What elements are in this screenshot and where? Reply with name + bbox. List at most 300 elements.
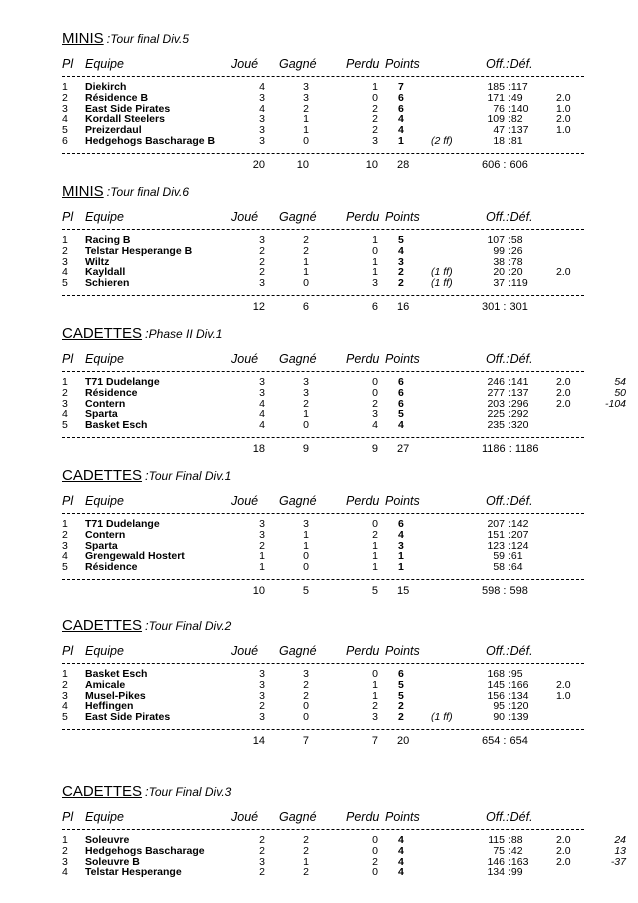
total-offdef: 606 : 606 — [482, 158, 528, 171]
cell-pl: 2 — [62, 844, 68, 857]
cell-off: 76 — [493, 102, 505, 115]
standings-rows — [0, 377, 638, 431]
total-offdef: 654 : 654 — [482, 735, 528, 747]
cell-joue: 2 — [259, 539, 265, 552]
cell-off: 115 — [488, 834, 505, 846]
standings-rows — [0, 835, 638, 878]
cell-ratio: 2.0 — [556, 855, 571, 868]
division-name: Tour Final Div.2 — [148, 619, 232, 633]
cell-gagne: 0 — [303, 711, 309, 724]
total-joue: 10 — [252, 585, 265, 597]
cell-perdu: 0 — [372, 91, 378, 104]
header-pl: Pl — [62, 57, 74, 71]
cell-def: :320 — [508, 419, 529, 432]
cell-perdu: 0 — [372, 834, 378, 846]
header-joue: Joué — [231, 352, 259, 366]
total-gagne: 7 — [302, 735, 309, 747]
header-joue: Joué — [231, 210, 259, 224]
table-row — [0, 846, 638, 857]
header-offdef: Off.:Déf. — [486, 644, 533, 658]
cell-team: T71 Dudelange — [85, 376, 160, 388]
cell-off: 277 — [487, 386, 505, 399]
cell-team: Soleuvre — [85, 834, 130, 846]
header-divider — [62, 513, 584, 514]
total-gagne: 6 — [302, 301, 309, 313]
section-title — [62, 30, 189, 48]
standings-rows — [0, 82, 638, 147]
cell-pl: 1 — [62, 376, 68, 388]
cell-pl: 2 — [62, 244, 68, 257]
total-gagne: 5 — [302, 585, 309, 597]
cell-points: 5 — [398, 678, 404, 691]
header-joue: Joué — [231, 494, 259, 508]
cell-def: :137 — [508, 124, 529, 137]
cell-pl: 3 — [62, 397, 68, 410]
header-perdu: Perdu — [346, 210, 380, 224]
cell-team: Sparta — [85, 408, 118, 421]
cell-joue: 1 — [259, 561, 265, 574]
cell-def: :20 — [508, 266, 523, 279]
cell-gagne: 0 — [303, 134, 309, 147]
table-row — [0, 867, 638, 878]
cell-joue: 2 — [259, 244, 265, 257]
header-pl: Pl — [62, 810, 74, 824]
cell-joue: 3 — [259, 518, 265, 530]
cell-gagne: 1 — [303, 255, 309, 268]
cell-perdu: 1 — [372, 561, 378, 574]
cell-off: 123 — [487, 539, 505, 552]
cell-gagne: 3 — [303, 668, 309, 680]
cell-joue: 4 — [259, 397, 265, 410]
cell-perdu: 1 — [372, 81, 378, 93]
table-row — [0, 136, 638, 147]
cell-gagne: 3 — [303, 518, 309, 530]
header-gagne: Gagné — [279, 210, 317, 224]
cell-forfeit: (2 ff) — [431, 134, 453, 147]
cell-gagne: 2 — [303, 834, 309, 846]
cell-joue: 3 — [259, 277, 265, 290]
cell-perdu: 0 — [372, 244, 378, 257]
total-gagne: 10 — [296, 158, 309, 171]
cell-joue: 3 — [259, 124, 265, 137]
cell-pl: 1 — [62, 234, 68, 246]
header-offdef: Off.:Déf. — [486, 810, 533, 824]
cell-team: Hedgehogs Bascharage B — [85, 134, 216, 147]
cell-team: Soleuvre B — [85, 855, 140, 868]
cell-gagne: 0 — [303, 419, 309, 432]
cell-ratio: 2.0 — [556, 844, 571, 857]
header-equipe: Equipe — [85, 352, 124, 366]
cell-perdu: 1 — [372, 550, 378, 563]
cell-team: Contern — [85, 528, 126, 541]
cell-gagne: 0 — [303, 561, 309, 574]
header-offdef: Off.:Déf. — [486, 210, 533, 224]
footer-divider — [62, 295, 584, 296]
cell-def: :61 — [508, 550, 523, 563]
cell-team: Amicale — [85, 678, 126, 691]
cell-points: 7 — [398, 81, 404, 93]
cell-gagne: 3 — [303, 376, 309, 388]
cell-off: 185 — [487, 81, 505, 93]
cell-points: 1 — [398, 561, 404, 574]
cell-def: :26 — [508, 244, 523, 257]
title-colon: : — [145, 326, 149, 341]
cell-joue: 1 — [259, 550, 265, 563]
header-joue: Joué — [231, 57, 259, 71]
cell-perdu: 2 — [372, 855, 378, 868]
cell-pl: 4 — [62, 408, 68, 421]
table-row — [0, 712, 638, 723]
cell-ratio: 1.0 — [556, 689, 571, 702]
table-row — [0, 562, 638, 573]
title-colon: : — [145, 468, 149, 483]
cell-team: Kayldall — [85, 266, 126, 279]
cell-gagne: 1 — [303, 113, 309, 126]
header-equipe: Equipe — [85, 494, 124, 508]
header-pl: Pl — [62, 644, 74, 658]
standings-rows — [0, 235, 638, 289]
cell-def: :140 — [508, 102, 529, 115]
header-points: Points — [385, 352, 420, 366]
cell-joue: 2 — [259, 700, 265, 713]
header-offdef: Off.:Déf. — [486, 352, 533, 366]
cell-pl: 6 — [62, 134, 68, 147]
cell-off: 151 — [487, 528, 505, 541]
cell-off: 134 — [487, 866, 505, 879]
section-title — [62, 183, 189, 201]
total-points: 16 — [397, 301, 410, 313]
header-gagne: Gagné — [279, 57, 317, 71]
cell-diff: 13 — [614, 844, 626, 857]
division-name: Tour final Div.6 — [110, 185, 189, 199]
header-gagne: Gagné — [279, 644, 317, 658]
cell-ratio: 2.0 — [556, 397, 571, 410]
cell-diff: 50 — [614, 386, 626, 399]
cell-def: :58 — [508, 234, 523, 246]
cell-gagne: 1 — [303, 124, 309, 137]
cell-team: Sparta — [85, 539, 118, 552]
cell-ratio: 1.0 — [556, 124, 571, 137]
standings-rows — [0, 519, 638, 573]
header-perdu: Perdu — [346, 644, 380, 658]
section-title — [62, 783, 231, 801]
cell-ratio: 2.0 — [556, 678, 571, 691]
total-perdu: 9 — [371, 443, 378, 455]
cell-ratio: 2.0 — [556, 113, 571, 126]
cell-pl: 4 — [62, 266, 68, 279]
cell-def: :163 — [508, 855, 529, 868]
cell-perdu: 2 — [372, 397, 378, 410]
footer-divider — [62, 729, 584, 730]
cell-gagne: 2 — [303, 866, 309, 879]
standings-rows — [0, 669, 638, 723]
cell-def: :119 — [508, 277, 528, 290]
column-headers — [0, 352, 638, 368]
table-row — [0, 246, 638, 257]
header-points: Points — [385, 210, 420, 224]
section-title — [62, 325, 222, 343]
cell-joue: 4 — [259, 102, 265, 115]
cell-gagne: 1 — [303, 528, 309, 541]
cell-perdu: 0 — [372, 386, 378, 399]
cell-joue: 3 — [259, 855, 265, 868]
total-points: 27 — [397, 443, 410, 455]
table-row — [0, 680, 638, 691]
division-name: Tour final Div.5 — [110, 32, 189, 46]
cell-def: :78 — [508, 255, 523, 268]
column-headers — [0, 494, 638, 510]
header-gagne: Gagné — [279, 352, 317, 366]
cell-def: :117 — [508, 81, 528, 93]
total-joue: 18 — [252, 443, 265, 455]
cell-perdu: 1 — [372, 234, 378, 246]
cell-off: 75 — [493, 844, 505, 857]
cell-pl: 5 — [62, 419, 68, 432]
cell-off: 37 — [493, 277, 505, 290]
header-equipe: Equipe — [85, 210, 124, 224]
cell-team: Résidence B — [85, 91, 149, 104]
cell-points: 3 — [398, 539, 404, 552]
cell-off: 20 — [493, 266, 505, 279]
cell-off: 107 — [487, 234, 505, 246]
totals-row — [0, 301, 638, 313]
cell-off: 58 — [493, 561, 505, 574]
cell-gagne: 2 — [303, 102, 309, 115]
cell-gagne: 1 — [303, 408, 309, 421]
cell-team: Grengewald Hostert — [85, 550, 185, 563]
total-joue: 20 — [252, 158, 265, 171]
cell-team: East Side Pirates — [85, 102, 171, 115]
cell-joue: 3 — [259, 711, 265, 724]
cell-def: :137 — [508, 386, 529, 399]
league-name: MINIS — [62, 30, 104, 47]
total-perdu: 7 — [371, 735, 378, 747]
cell-pl: 5 — [62, 561, 68, 574]
division-name: Tour Final Div.1 — [148, 469, 232, 483]
cell-pl: 2 — [62, 528, 68, 541]
total-offdef: 598 : 598 — [482, 585, 528, 597]
cell-pl: 2 — [62, 678, 68, 691]
cell-gagne: 2 — [303, 689, 309, 702]
cell-forfeit: (1 ff) — [431, 266, 453, 279]
cell-gagne: 1 — [303, 539, 309, 552]
cell-points: 4 — [398, 244, 404, 257]
cell-def: :141 — [508, 376, 529, 388]
total-perdu: 6 — [371, 301, 378, 313]
total-perdu: 10 — [365, 158, 378, 171]
header-offdef: Off.:Déf. — [486, 494, 533, 508]
cell-pl: 5 — [62, 277, 68, 290]
league-name: CADETTES — [62, 783, 143, 800]
cell-def: :81 — [508, 134, 523, 147]
cell-points: 5 — [398, 408, 404, 421]
cell-team: Racing B — [85, 234, 131, 246]
cell-perdu: 3 — [372, 277, 378, 290]
cell-ratio: 1.0 — [556, 102, 571, 115]
cell-gagne: 2 — [303, 844, 309, 857]
totals-row — [0, 159, 638, 171]
header-joue: Joué — [231, 810, 259, 824]
table-row — [0, 388, 638, 399]
cell-joue: 3 — [259, 689, 265, 702]
cell-perdu: 3 — [372, 711, 378, 724]
title-colon: : — [145, 618, 149, 633]
cell-off: 171 — [487, 91, 505, 104]
total-joue: 12 — [252, 301, 265, 313]
cell-points: 2 — [398, 266, 404, 279]
cell-gagne: 3 — [303, 91, 309, 104]
totals-row — [0, 443, 638, 455]
cell-def: :207 — [508, 528, 529, 541]
header-points: Points — [385, 810, 420, 824]
cell-def: :292 — [508, 408, 529, 421]
cell-diff: 54 — [614, 376, 626, 388]
cell-off: 225 — [487, 408, 505, 421]
cell-points: 6 — [398, 376, 404, 388]
header-perdu: Perdu — [346, 494, 380, 508]
cell-points: 2 — [398, 711, 404, 724]
header-divider — [62, 829, 584, 830]
cell-gagne: 1 — [303, 266, 309, 279]
division-name: Tour Final Div.3 — [148, 785, 232, 799]
cell-forfeit: (1 ff) — [431, 277, 453, 290]
totals-row — [0, 585, 638, 597]
header-pl: Pl — [62, 494, 74, 508]
cell-ratio: 2.0 — [556, 386, 571, 399]
cell-pl: 3 — [62, 539, 68, 552]
league-name: CADETTES — [62, 617, 143, 634]
cell-points: 1 — [398, 550, 404, 563]
column-headers — [0, 644, 638, 660]
cell-perdu: 2 — [372, 700, 378, 713]
cell-perdu: 0 — [372, 376, 378, 388]
cell-off: 235 — [487, 419, 505, 432]
column-headers — [0, 810, 638, 826]
cell-points: 4 — [398, 834, 404, 846]
cell-diff: 24 — [614, 834, 626, 846]
header-divider — [62, 229, 584, 230]
cell-off: 18 — [493, 134, 505, 147]
cell-off: 47 — [493, 124, 505, 137]
cell-team: East Side Pirates — [85, 711, 171, 724]
cell-team: Résidence — [85, 386, 138, 399]
cell-joue: 2 — [259, 844, 265, 857]
cell-joue: 2 — [259, 866, 265, 879]
cell-joue: 3 — [259, 113, 265, 126]
cell-joue: 2 — [259, 834, 265, 846]
cell-points: 4 — [398, 844, 404, 857]
cell-points: 4 — [398, 866, 404, 879]
cell-def: :82 — [508, 113, 523, 126]
division-name: Phase II Div.1 — [148, 327, 223, 341]
cell-def: :124 — [508, 539, 529, 552]
cell-diff: -104 — [604, 397, 626, 410]
cell-points: 6 — [398, 102, 404, 115]
cell-team: Kordall Steelers — [85, 113, 165, 126]
cell-pl: 5 — [62, 124, 68, 137]
cell-perdu: 1 — [372, 266, 378, 279]
total-perdu: 5 — [371, 585, 378, 597]
header-gagne: Gagné — [279, 494, 317, 508]
cell-points: 5 — [398, 689, 404, 702]
header-points: Points — [385, 57, 420, 71]
cell-off: 246 — [487, 376, 505, 388]
cell-joue: 3 — [259, 668, 265, 680]
cell-off: 90 — [493, 711, 505, 724]
cell-perdu: 2 — [372, 528, 378, 541]
cell-team: Preizerdaul — [85, 124, 142, 137]
cell-points: 5 — [398, 234, 404, 246]
header-divider — [62, 663, 584, 664]
cell-joue: 3 — [259, 91, 265, 104]
footer-divider — [62, 437, 584, 438]
column-headers — [0, 210, 638, 226]
cell-perdu: 2 — [372, 113, 378, 126]
cell-team: Basket Esch — [85, 419, 148, 432]
cell-gagne: 2 — [303, 678, 309, 691]
cell-perdu: 3 — [372, 408, 378, 421]
cell-team: Schieren — [85, 277, 130, 290]
cell-pl: 3 — [62, 689, 68, 702]
cell-pl: 4 — [62, 700, 68, 713]
header-divider — [62, 76, 584, 77]
cell-ratio: 2.0 — [556, 834, 571, 846]
cell-off: 156 — [487, 689, 505, 702]
cell-diff: -37 — [610, 855, 626, 868]
header-equipe: Equipe — [85, 810, 124, 824]
cell-perdu: 1 — [372, 539, 378, 552]
total-offdef: 1186 : 1186 — [482, 443, 539, 455]
total-points: 20 — [397, 735, 410, 747]
cell-joue: 3 — [259, 134, 265, 147]
cell-joue: 3 — [259, 528, 265, 541]
cell-perdu: 2 — [372, 124, 378, 137]
cell-pl: 1 — [62, 518, 68, 530]
cell-team: Telstar Hesperange — [85, 866, 182, 879]
cell-off: 95 — [493, 700, 505, 713]
footer-divider — [62, 153, 584, 154]
cell-def: :95 — [508, 668, 523, 680]
cell-def: :134 — [508, 689, 529, 702]
table-row — [0, 93, 638, 104]
header-points: Points — [385, 494, 420, 508]
cell-pl: 4 — [62, 866, 68, 879]
totals-row — [0, 735, 638, 747]
cell-points: 2 — [398, 700, 404, 713]
header-perdu: Perdu — [346, 352, 380, 366]
cell-joue: 4 — [259, 81, 265, 93]
header-joue: Joué — [231, 644, 259, 658]
table-row — [0, 530, 638, 541]
cell-def: :88 — [508, 834, 523, 846]
cell-joue: 3 — [259, 376, 265, 388]
cell-pl: 2 — [62, 386, 68, 399]
cell-off: 109 — [487, 113, 505, 126]
total-points: 28 — [397, 158, 410, 171]
cell-perdu: 0 — [372, 844, 378, 857]
cell-off: 146 — [487, 855, 505, 868]
cell-off: 168 — [487, 668, 505, 680]
section-title — [62, 617, 231, 635]
cell-team: Telstar Hesperange B — [85, 244, 193, 257]
cell-team: Hedgehogs Bascharage — [85, 844, 205, 857]
header-equipe: Equipe — [85, 57, 124, 71]
cell-pl: 3 — [62, 855, 68, 868]
cell-off: 207 — [487, 518, 505, 530]
header-pl: Pl — [62, 210, 74, 224]
table-row — [0, 278, 638, 289]
cell-gagne: 0 — [303, 700, 309, 713]
